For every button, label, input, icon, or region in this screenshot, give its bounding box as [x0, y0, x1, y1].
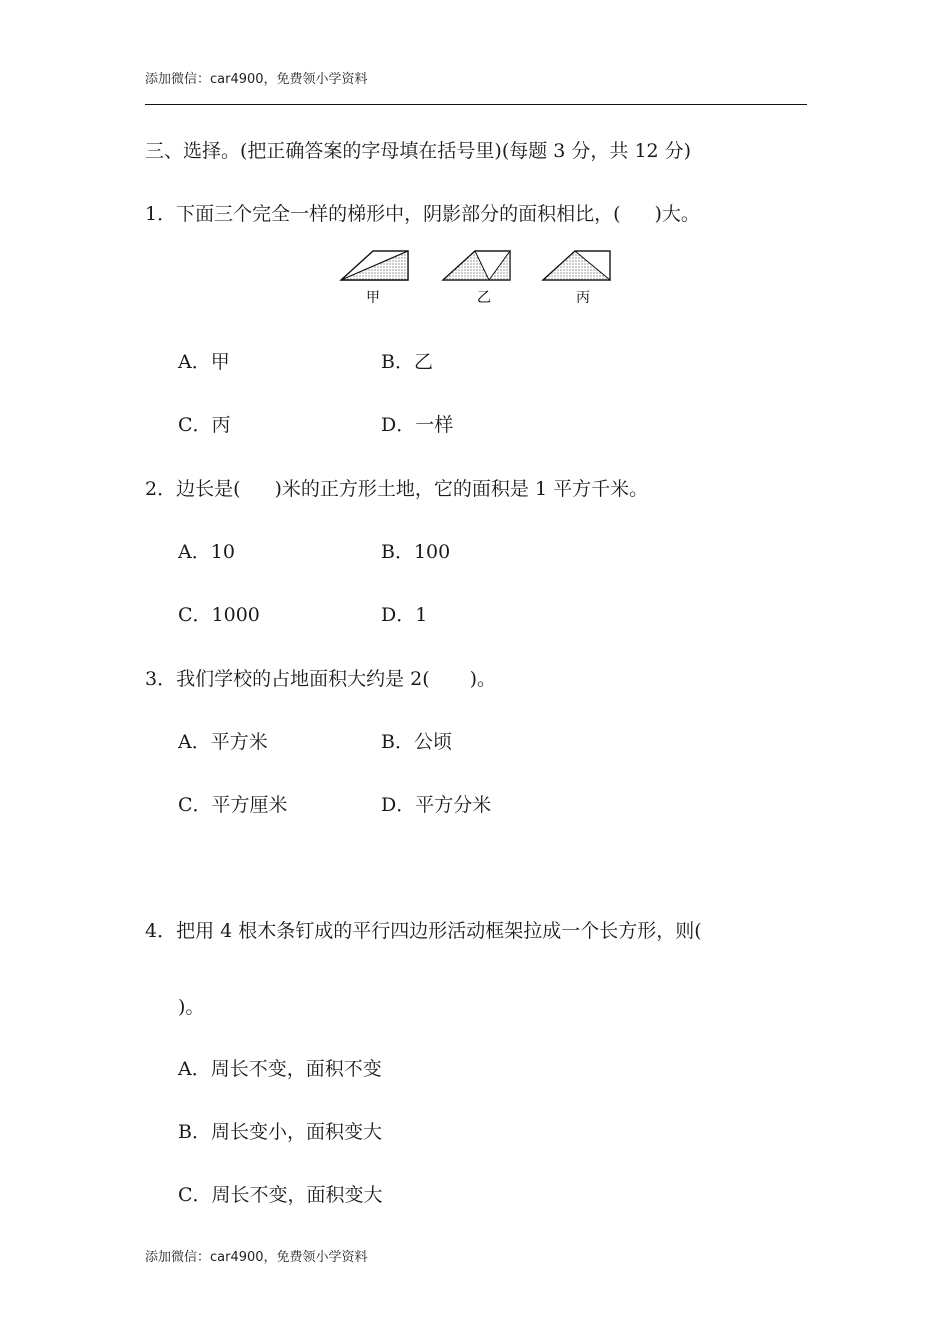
option-text: 周长不变，面积变大: [211, 1184, 383, 1206]
option-b[interactable]: [381, 350, 433, 374]
question-text: 边长是(: [176, 478, 241, 500]
question-text-end: )。: [469, 668, 497, 690]
option-letter: C．: [178, 604, 212, 626]
option-text: 丙: [211, 414, 231, 436]
question-text-end: )米的正方形土地，它的面积是 1 平方千米。: [274, 478, 649, 500]
option-text: 周长变小，面积变大: [210, 1121, 382, 1143]
option-text: 甲: [210, 351, 230, 373]
figure-bing: [543, 251, 610, 280]
option-letter: B．: [381, 351, 414, 373]
header-rule: [145, 104, 807, 105]
option-a[interactable]: [178, 540, 235, 564]
question-text-end: )大。: [654, 203, 700, 225]
question-3: [145, 667, 496, 691]
option-letter: A．: [178, 731, 211, 753]
question-number: 2．: [145, 478, 177, 500]
option-letter: B．: [381, 731, 414, 753]
question-text: 下面三个完全一样的梯形中，阴影部分的面积相比，(: [176, 203, 621, 225]
option-text: 乙: [413, 351, 433, 373]
question-text: 把用 4 根木条钉成的平行四边形活动框架拉成一个长方形，则(: [176, 920, 702, 942]
option-letter: A．: [178, 541, 211, 563]
question-4-line2: )。: [178, 996, 205, 1018]
figure-label-bing: 丙: [576, 290, 590, 306]
option-c[interactable]: [178, 1183, 383, 1207]
option-b[interactable]: [381, 730, 452, 754]
option-text: 平方米: [210, 731, 268, 753]
option-text: 平方厘米: [211, 794, 288, 816]
question-1: [145, 202, 700, 226]
question-number: 4．: [145, 920, 177, 942]
question-2: [145, 477, 648, 501]
figure-label-yi: 乙: [477, 290, 491, 306]
option-c[interactable]: [178, 413, 231, 437]
option-letter: C．: [178, 794, 212, 816]
option-letter: A．: [178, 351, 211, 373]
page-footer: 添加微信：car4900，免费领小学资料: [145, 1250, 368, 1265]
option-text: 10: [210, 541, 235, 563]
option-text: 1: [415, 604, 428, 626]
option-text: 100: [413, 541, 451, 563]
figure-label-jia: 甲: [366, 290, 380, 306]
option-d[interactable]: [381, 413, 453, 437]
option-letter: C．: [178, 414, 212, 436]
option-letter: D．: [381, 414, 416, 436]
question-number: 1．: [145, 203, 177, 225]
option-c[interactable]: [178, 603, 260, 627]
option-a[interactable]: [178, 730, 268, 754]
figure-yi: [443, 251, 510, 280]
option-d[interactable]: [381, 793, 491, 817]
option-d[interactable]: [381, 603, 427, 627]
option-letter: B．: [381, 541, 414, 563]
option-a[interactable]: [178, 350, 230, 374]
option-text: 周长不变，面积不变: [210, 1058, 382, 1080]
question-4: [145, 919, 702, 943]
page-header: 添加微信：car4900，免费领小学资料: [145, 72, 368, 87]
option-letter: D．: [381, 794, 416, 816]
option-letter: D．: [381, 604, 416, 626]
question-number: 3．: [145, 668, 177, 690]
option-letter: B．: [178, 1121, 211, 1143]
trapezoid-figures: [335, 245, 620, 311]
figure-jia: [341, 251, 408, 280]
option-letter: C．: [178, 1184, 212, 1206]
option-c[interactable]: [178, 793, 288, 817]
section-title: 三、选择。(把正确答案的字母填在括号里)(每题 3 分，共 12 分): [145, 140, 692, 162]
option-text: 公顷: [413, 731, 452, 753]
option-letter: A．: [178, 1058, 211, 1080]
question-text: 我们学校的占地面积大约是 2(: [176, 668, 430, 690]
option-a[interactable]: [178, 1057, 382, 1081]
option-text: 一样: [415, 414, 454, 436]
option-b[interactable]: [178, 1120, 382, 1144]
option-text: 1000: [211, 604, 260, 626]
option-b[interactable]: [381, 540, 450, 564]
option-text: 平方分米: [415, 794, 492, 816]
